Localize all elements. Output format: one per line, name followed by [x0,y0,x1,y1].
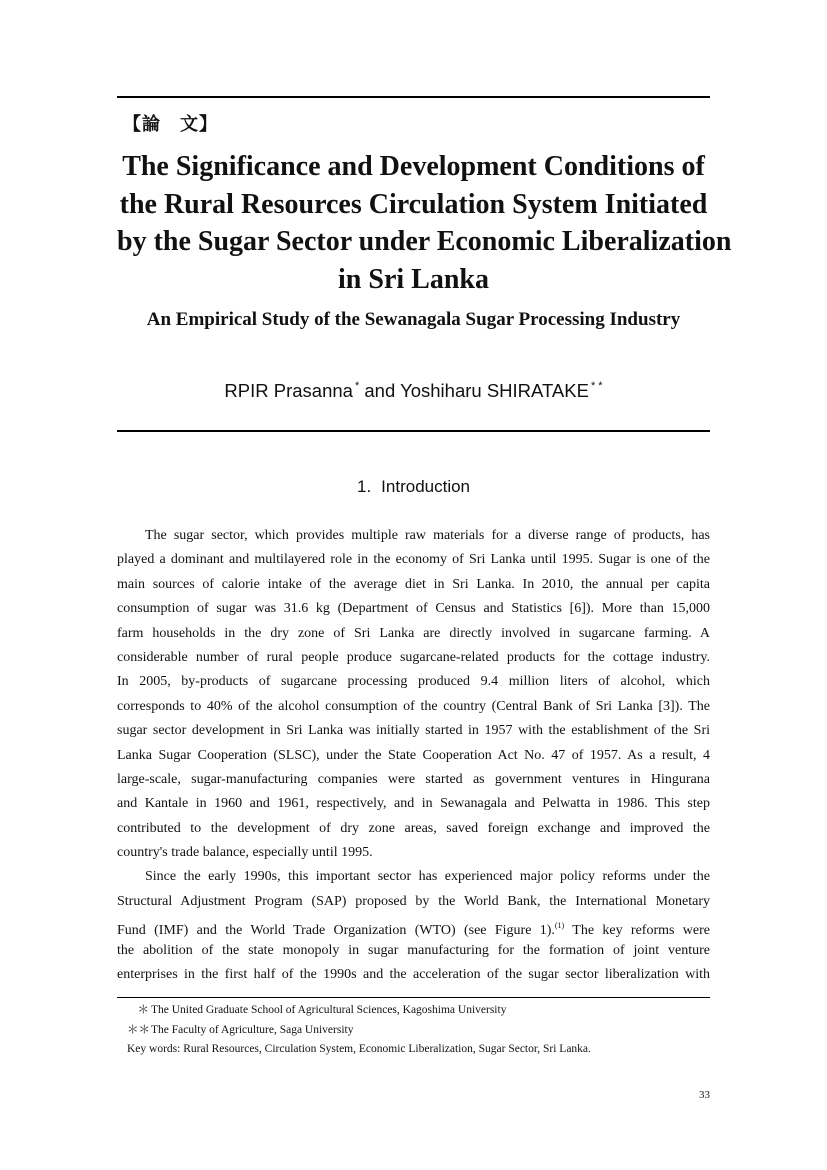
body-line: main sources of calorie intake of the average diet in Sri Lanka. In 2010, the annual per capita [117,576,710,592]
section-heading [117,477,710,497]
body-line-with-note [117,914,710,938]
body-line: sugar sector development in Sri Lanka was initially started in 1957 with the establishment of the Sri [117,723,710,739]
body-line: and Kantale in 1960 and 1961, respectively, and in Sewanagala and Pelwatta in 1986. This step [117,796,710,812]
paper-subtitle: An Empirical Study of the Sewanagala Sugar Processing Industry [146,309,681,330]
author-joiner: and [364,380,396,401]
footnote-text: The United Graduate School of Agricultural Sciences, Kagoshima University [151,1004,507,1016]
body-text [117,524,710,987]
body-line: consumption of sugar was 31.6 kg (Department of Census and Statistics [6]). More than 15,000 [117,601,710,617]
footnote-mark: ＊＊ [127,1023,150,1036]
author-line [117,380,710,402]
body-line: enterprises in the first half of the 1990s and the acceleration of the sugar sector liberalization with [117,967,710,983]
keywords: Key words: Rural Resources, Circulation System, Economic Liberalization, Sugar Sector, Sri Lanka. [127,1043,591,1055]
title-line: in Sri Lanka [338,263,489,295]
header-divider [117,430,710,432]
section-number: 1. [356,477,372,496]
body-line: In 2005, by-products of sugarcane processing produced 9.4 million liters of alcohol, which [117,674,710,690]
article-category: 【論 文】 [123,114,218,135]
body-line: Lanka Sugar Cooperation (SLSC), under the State Cooperation Act No. 47 of 1957. As a result, 4 [117,747,710,763]
body-line: played a dominant and multilayered role in the economy of Sri Lanka until 1995. Sugar is one of the [117,552,710,568]
title-line: by the Sugar Sector under Economic Liberalization [117,226,732,257]
footnotes [127,1001,591,1060]
body-line: country's trade balance, especially until 1995. [117,845,373,861]
paper-title [117,148,732,298]
body-text-segment: The key reforms were [564,923,710,939]
top-rule [117,96,710,98]
footnote-divider [117,997,710,998]
body-line: farm households in the dry zone of Sri Lanka are directly involved in sugarcane farming. A [117,625,710,641]
body-line: the abolition of the state monopoly in sugar manufacturing for the formation of joint venture [117,942,710,958]
footnote-affiliation [127,1021,591,1041]
body-line: contributed to the development of dry zone areas, saved foreign exchange and improved the [117,820,710,836]
body-line: Since the early 1990s, this important sector has experienced major policy reforms under the [145,869,710,885]
page-number: 33 [699,1089,710,1101]
body-line: considerable number of rural people produce sugarcane-related products for the cottage industry. [117,649,710,665]
title-line: the Rural Resources Circulation System Initiated [119,188,708,220]
section-title: Introduction [381,477,471,496]
author-name: Yoshiharu SHIRATAKE [400,380,589,401]
author-name: RPIR Prasanna [224,380,353,401]
footnote-mark: ＊ [137,1004,149,1016]
title-line: The Significance and Development Conditions of [122,151,705,182]
endnote-reference[interactable]: (1) [554,921,565,931]
footnote-text: The Faculty of Agriculture, Saga University [151,1023,354,1036]
affiliation-mark: * [354,380,360,392]
body-line: The sugar sector, which provides multiple raw materials for a diverse range of products, has [145,528,710,543]
footnote-affiliation [127,1001,591,1021]
body-text-segment: Fund (IMF) and the World Trade Organization (WTO) (see Figure 1). [117,923,555,939]
body-line: Structural Adjustment Program (SAP) proposed by the World Bank, the International Monetary [117,893,710,909]
affiliation-mark: * * [590,380,603,392]
body-line: corresponds to 40% of the alcohol consumption of the country (Central Bank of Sri Lanka [3]). The [117,698,710,714]
body-line: large-scale, sugar-manufacturing companies were started as government ventures in Hingurana [117,771,710,787]
